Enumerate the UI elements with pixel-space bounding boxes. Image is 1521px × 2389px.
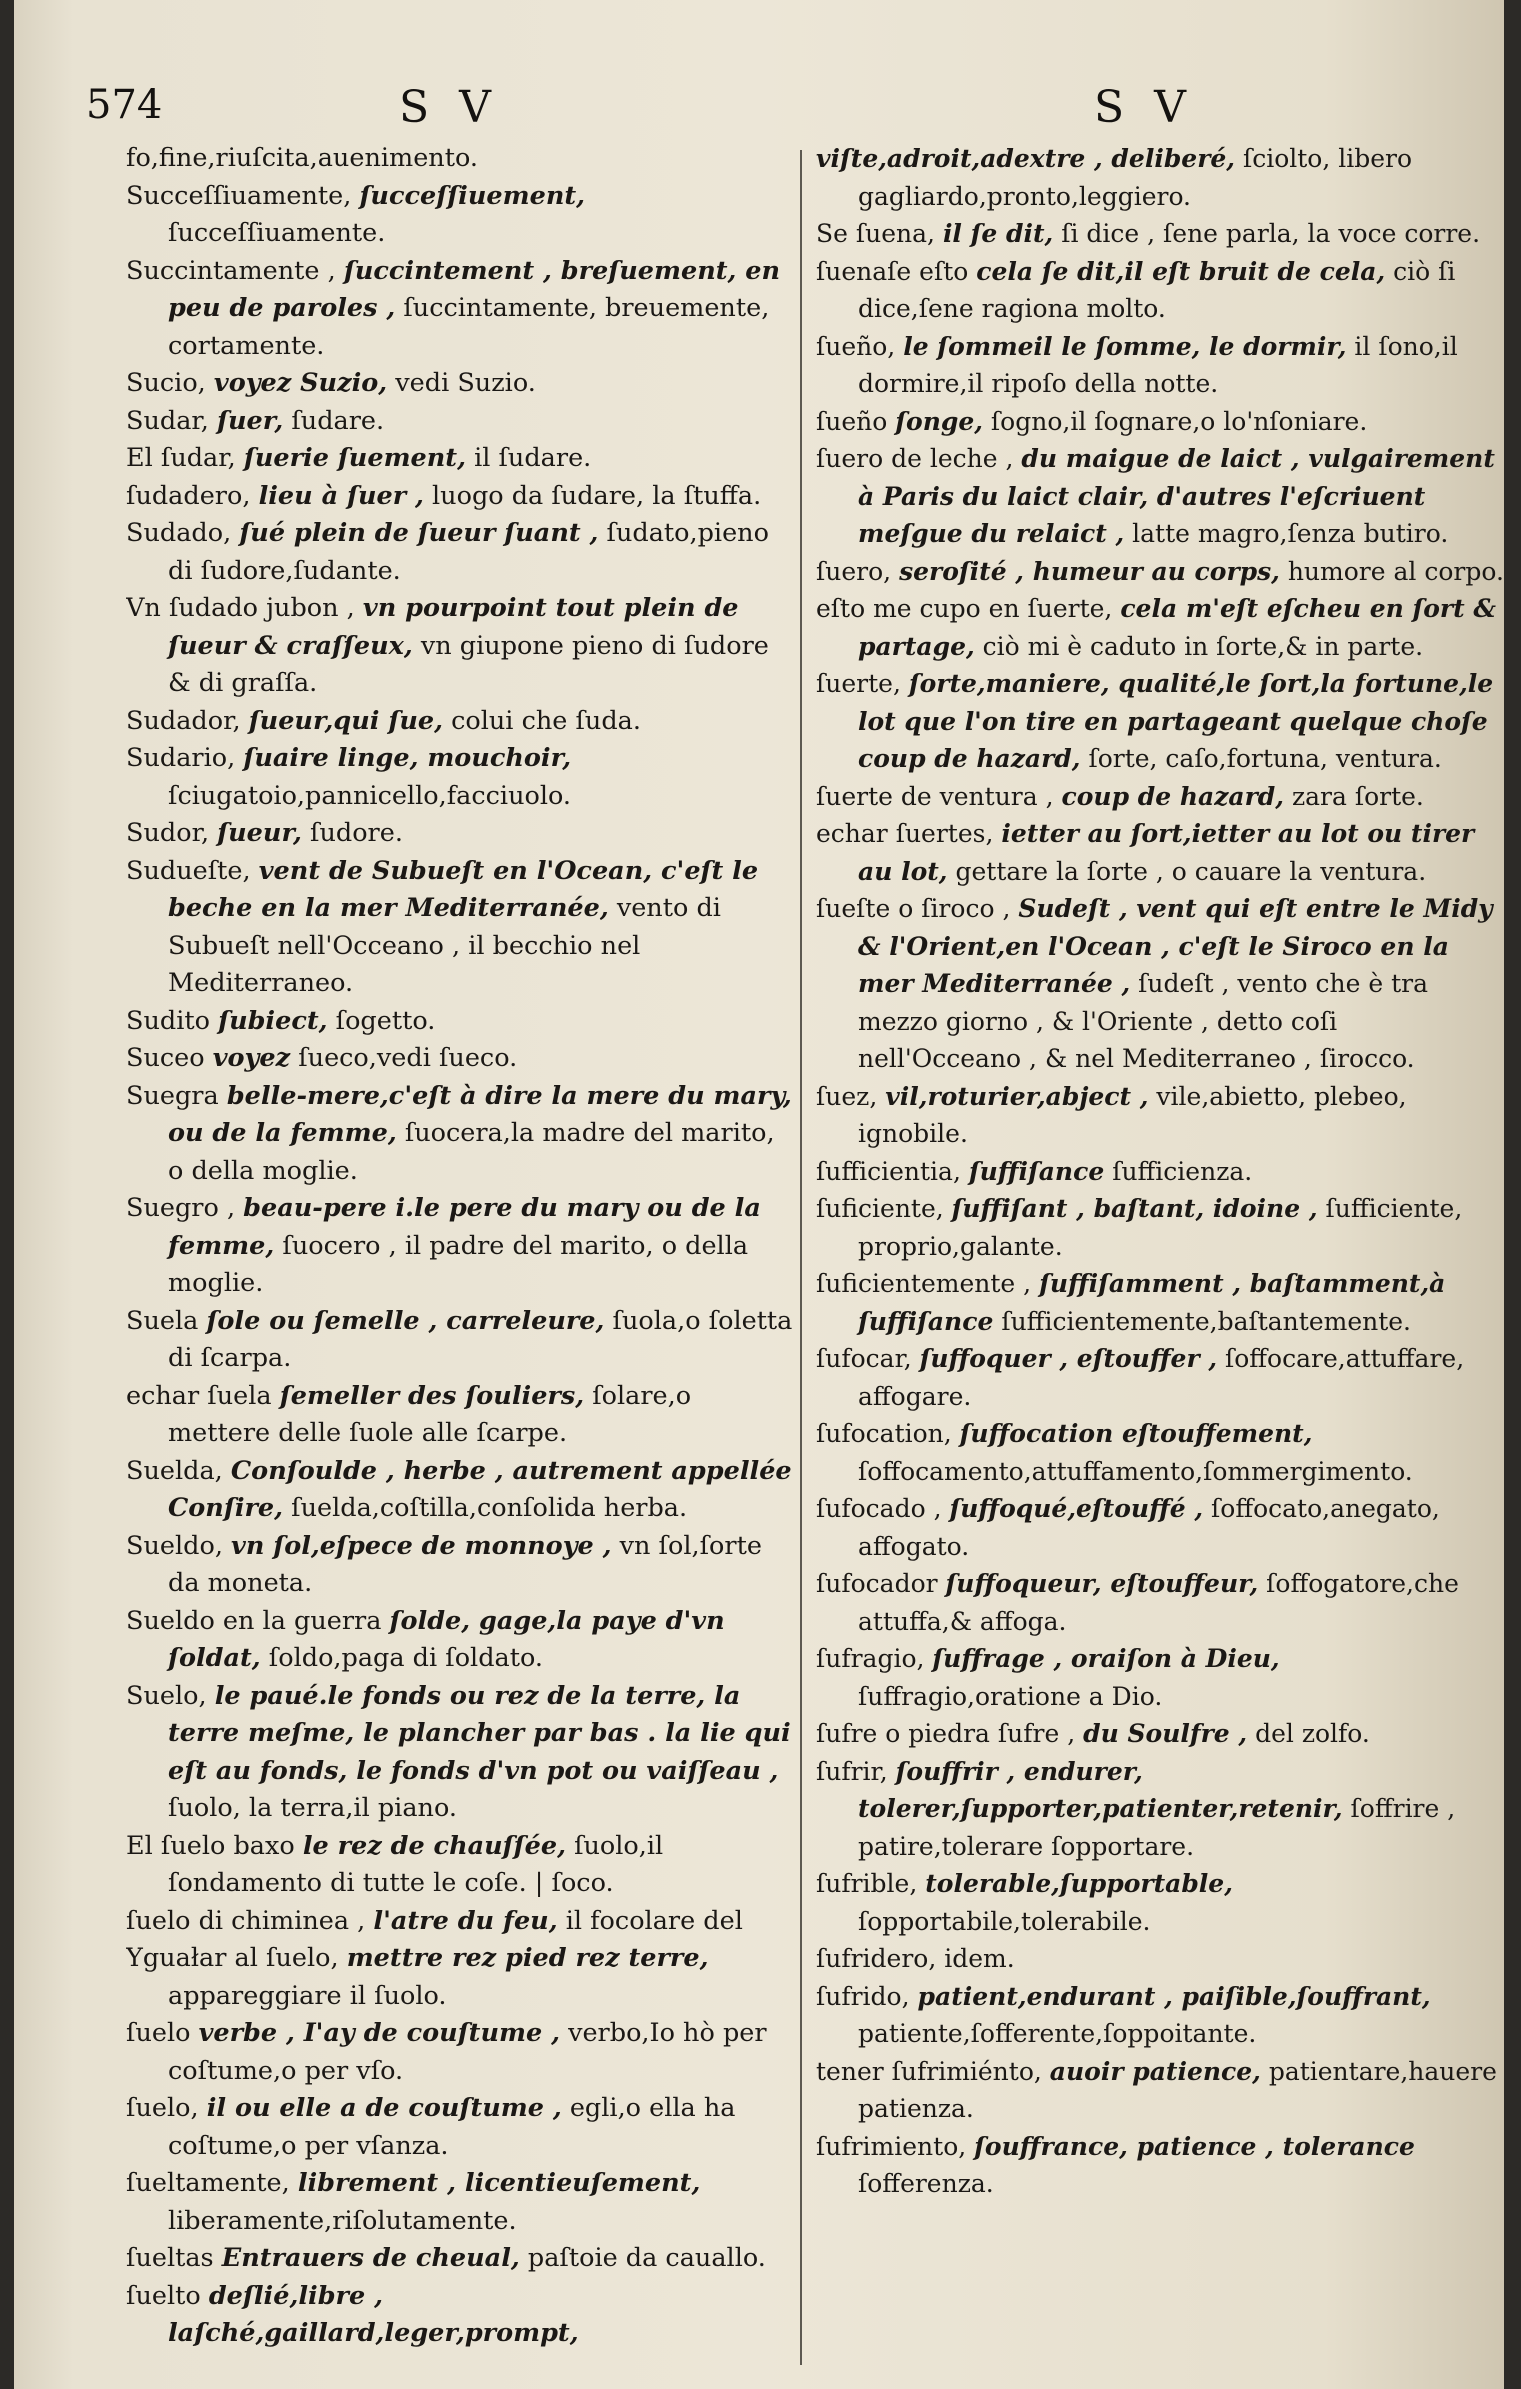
dictionary-entry bbox=[126, 1078, 798, 1191]
dictionary-entry bbox=[126, 740, 798, 815]
running-head-left: SV bbox=[399, 82, 521, 133]
dictionary-entry bbox=[816, 1190, 1506, 1265]
french-gloss: l'atre du feu, bbox=[373, 1905, 558, 1936]
headword: Vn ſudado jubon , bbox=[126, 593, 355, 623]
italian-gloss: ſudare. bbox=[291, 405, 385, 436]
italian-gloss: ſi dice , ſene parla, la voce corre. bbox=[1061, 219, 1481, 248]
dictionary-entry bbox=[126, 590, 798, 703]
italian-gloss: colui che ſuda. bbox=[451, 705, 641, 736]
headword: Suelda, bbox=[126, 1455, 223, 1486]
italian-gloss: ſciugatoio,pannicello,facciuolo. bbox=[168, 780, 572, 811]
french-gloss: ſuffiſance bbox=[968, 1156, 1105, 1186]
dictionary-entry bbox=[816, 403, 1506, 441]
dictionary-entry bbox=[126, 1940, 798, 2015]
italian-gloss: il ſono,il dormire,il ripoſo della notte. bbox=[858, 331, 1458, 398]
headword: ſufre o piedra ſufre , bbox=[816, 1719, 1076, 1748]
dictionary-entry bbox=[126, 478, 798, 516]
headword: ſufrible, bbox=[816, 1869, 918, 1898]
italian-gloss: ſuolo,il ſondamento di tutte le coſe. | ſoco. bbox=[168, 1830, 664, 1898]
italian-gloss: ſopportabile,tolerabile. bbox=[858, 1906, 1151, 1936]
headword: ſudadero, bbox=[126, 480, 251, 511]
headword: El ſudar, bbox=[126, 443, 236, 473]
french-gloss: le paué.le fonds ou rez de la terre, la terre meſme, le plancher par bas . la lie qui eſt au fonds, le fonds d'vn pot ou vaiſſeau , bbox=[168, 1680, 791, 1786]
italian-gloss: ſufficiente, proprio,galante. bbox=[858, 1194, 1463, 1261]
french-gloss: ſubiect, bbox=[218, 1005, 328, 1036]
french-gloss: verbe , I'ay de couſtume , bbox=[198, 2018, 560, 2048]
french-gloss: ſole ou ſemelle , carreleure, bbox=[206, 1305, 605, 1336]
headword: Suceo bbox=[126, 1043, 205, 1073]
dictionary-entry bbox=[126, 703, 798, 741]
headword: Se ſuena, bbox=[816, 219, 935, 248]
headword: ſuelo bbox=[126, 2018, 191, 2048]
dictionary-entry bbox=[816, 140, 1506, 215]
headword: ſuficientemente , bbox=[816, 1269, 1032, 1298]
dictionary-entry bbox=[126, 1453, 798, 1528]
italian-gloss: latte magro,ſenza butiro. bbox=[1132, 519, 1449, 548]
italian-gloss: ſuelda,coſtilla,conſolida herba. bbox=[291, 1493, 688, 1523]
dictionary-entry bbox=[816, 215, 1506, 253]
french-gloss: ſuer, bbox=[217, 405, 284, 436]
french-gloss: deſlié,libre , laſché,gaillard,leger,prompt, bbox=[168, 2280, 579, 2348]
dictionary-entry bbox=[126, 253, 798, 366]
dictionary-entry bbox=[126, 2165, 798, 2240]
dictionary-entry bbox=[126, 515, 798, 590]
dictionary-entry bbox=[816, 890, 1506, 1078]
headword: ſuelo di chiminea , bbox=[126, 1905, 366, 1936]
dictionary-entry bbox=[126, 178, 798, 253]
headword: Sudador, bbox=[126, 705, 241, 736]
italian-gloss: paſtoie da cauallo. bbox=[527, 2243, 766, 2273]
italian-gloss: liberamente,riſolutamente. bbox=[168, 2205, 517, 2236]
dictionary-entry bbox=[816, 1078, 1506, 1153]
italian-gloss: ſudato,pieno di ſudore,ſudante. bbox=[168, 518, 769, 586]
dictionary-entry bbox=[816, 1415, 1506, 1490]
headword: Sudado, bbox=[126, 518, 232, 548]
dictionary-entry bbox=[816, 2053, 1506, 2128]
italian-gloss: vile,abietto, plebeo, ignobile. bbox=[858, 1081, 1407, 1148]
headword: ſufocation, bbox=[816, 1419, 952, 1448]
italian-gloss: ſorte, caſo,fortuna, ventura. bbox=[1088, 744, 1442, 773]
headword: ſuelto bbox=[126, 2280, 201, 2311]
dictionary-entry bbox=[816, 815, 1506, 890]
italian-gloss: ſudeſt , vento che è tra mezzo giorno , & l'Oriente , detto coſi nell'Occeano , & nel Mediterraneo , ſirocco. bbox=[858, 969, 1428, 1073]
dictionary-entry bbox=[126, 2090, 798, 2165]
dictionary-entry bbox=[126, 2015, 798, 2090]
french-gloss: ſemeller des ſouliers, bbox=[279, 1380, 585, 1411]
french-gloss: ſué plein de ſueur ſuant , bbox=[239, 518, 599, 548]
page-number: 574 bbox=[86, 82, 163, 128]
dictionary-entry bbox=[126, 1040, 798, 1078]
dictionary-entry bbox=[816, 2128, 1506, 2203]
french-gloss: cela m'eſt eſcheu en ſort & partage, bbox=[858, 594, 1496, 661]
dictionary-entry bbox=[816, 1265, 1506, 1340]
dictionary-entry bbox=[126, 140, 798, 178]
italian-gloss: ſufficienza. bbox=[1112, 1156, 1253, 1186]
french-gloss: le rez de chauſſée, bbox=[302, 1830, 566, 1861]
dictionary-entry bbox=[126, 1303, 798, 1378]
italian-gloss: ſoffocato,anegato, affogato. bbox=[858, 1494, 1440, 1561]
french-gloss: ſuffoqué,eſtouffé , bbox=[949, 1494, 1204, 1523]
headword: ſueño bbox=[816, 406, 888, 436]
italian-gloss: il ſudare. bbox=[474, 443, 592, 473]
french-gloss: ſuffoqueur, eſtouffeur, bbox=[945, 1569, 1259, 1598]
dictionary-entry bbox=[126, 1678, 798, 1828]
headword: fo,fine,riuſcita,auenimento. bbox=[126, 143, 478, 173]
french-gloss: ſonge, bbox=[895, 406, 983, 436]
headword: Sueldo, bbox=[126, 1530, 223, 1561]
italian-gloss: zara ſorte. bbox=[1291, 781, 1424, 811]
dictionary-entry bbox=[816, 553, 1506, 591]
french-gloss: belle-mere,c'eſt à dire la mere du mary, ou de la femme, bbox=[168, 1080, 792, 1148]
french-gloss: ſolde, gage,la paye d'vn ſoldat, bbox=[168, 1605, 725, 1673]
italian-gloss: idem. bbox=[944, 1944, 1015, 1973]
italian-gloss: ſoffocamento,attuffamento,ſommergimento. bbox=[858, 1456, 1413, 1486]
italian-gloss: ſoffogatore,che attuffa,& affoga. bbox=[858, 1569, 1459, 1636]
headword: Suegra bbox=[126, 1080, 219, 1111]
dictionary-entry bbox=[816, 440, 1506, 553]
dictionary-entry bbox=[816, 1865, 1506, 1940]
dictionary-entry bbox=[816, 778, 1506, 816]
italian-gloss: ſoffocare,attuffare, affogare. bbox=[858, 1344, 1465, 1411]
french-gloss: du maigue de laict , vulgairement à Paris du laict clair, d'autres l'eſcriuent meſgue du relaict , bbox=[858, 444, 1495, 548]
french-gloss: ſouffrir , endurer, tolerer,ſupporter,patienter,retenir, bbox=[858, 1756, 1343, 1823]
italian-gloss: ſoldo,paga di ſoldato. bbox=[268, 1643, 543, 1673]
headword: ſuero de leche , bbox=[816, 444, 1014, 473]
headword: ſufocado , bbox=[816, 1494, 942, 1523]
column-divider bbox=[800, 150, 802, 2365]
italian-gloss: ſuolo, la terra,il piano. bbox=[168, 1793, 457, 1823]
french-gloss: tolerable,ſupportable, bbox=[925, 1869, 1233, 1898]
french-gloss: ſuffoquer , eſtouffer , bbox=[919, 1344, 1218, 1373]
italian-gloss: ſufficientemente,baſtantemente. bbox=[1001, 1306, 1412, 1336]
dictionary-entry bbox=[816, 1565, 1506, 1640]
italian-gloss: vn ſol,ſorte da moneta. bbox=[168, 1530, 762, 1598]
italian-gloss: patiente,ſofferente,ſoppoitante. bbox=[858, 2019, 1257, 2048]
french-gloss: il ſe dit, bbox=[942, 219, 1054, 248]
italian-gloss: appareggiare il ſuolo. bbox=[168, 1980, 447, 2011]
headword: ſufridero, bbox=[816, 1944, 937, 1973]
headword: Succeſſiuamente, bbox=[126, 180, 352, 211]
dictionary-entry bbox=[126, 2278, 798, 2353]
french-gloss: viſte,adroit,adextre , deliberé, bbox=[816, 144, 1235, 173]
french-gloss: ſuccintement , breſuement, en peu de paroles , bbox=[168, 255, 781, 323]
headword: Suela bbox=[126, 1305, 199, 1336]
french-gloss: beau-pere i.le pere du mary ou de la femme, bbox=[168, 1193, 761, 1261]
headword: ſueſte o ſiroco , bbox=[816, 894, 1011, 923]
headword: ſufocar, bbox=[816, 1344, 912, 1373]
headword: ſuez, bbox=[816, 1081, 878, 1111]
french-gloss: Entrauers de cheual, bbox=[221, 2243, 520, 2273]
headword: ſuficiente, bbox=[816, 1194, 944, 1223]
italian-gloss: il focolare del bbox=[565, 1905, 743, 1936]
dictionary-entry bbox=[816, 1490, 1506, 1565]
headword: Suegro , bbox=[126, 1193, 236, 1223]
dictionary-entry bbox=[816, 665, 1506, 778]
headword: ſuenaſe eſto bbox=[816, 256, 969, 286]
dictionary-entry bbox=[816, 253, 1506, 328]
headword: Sudor, bbox=[126, 818, 210, 848]
italian-gloss: vento di Subueſt nell'Occeano , il becchio nel Mediterraneo. bbox=[168, 893, 721, 998]
french-gloss: ſueur,qui ſue, bbox=[248, 705, 443, 736]
french-gloss: lieu à ſuer , bbox=[258, 480, 424, 511]
french-gloss: Sudeſt , vent qui eſt entre le Midy & l'Orient,en l'Ocean , c'eſt le Siroco en la mer Mediterranée , bbox=[858, 894, 1493, 998]
dictionary-entry bbox=[126, 365, 798, 403]
french-gloss: voyez bbox=[212, 1043, 291, 1073]
italian-gloss: vedi Suzio. bbox=[395, 368, 536, 398]
italian-gloss: ſolare,o mettere delle ſuole alle ſcarpe. bbox=[168, 1380, 692, 1448]
headword: El ſuelo baxo bbox=[126, 1830, 295, 1861]
dictionary-page bbox=[14, 0, 1504, 2389]
french-gloss: Conſoulde , herbe , autrement appellée Conſire, bbox=[168, 1455, 792, 1523]
dictionary-entry bbox=[816, 1340, 1506, 1415]
french-gloss: ſucceſſiuement, bbox=[359, 180, 586, 211]
italian-gloss: ſuola,o ſoletta di ſcarpa. bbox=[168, 1305, 793, 1373]
headword: ſufrir, bbox=[816, 1756, 888, 1786]
french-gloss: vent de Subueſt en l'Ocean, c'eſt le beche en la mer Mediterranée, bbox=[168, 855, 759, 923]
headword: ſueltamente, bbox=[126, 2168, 290, 2198]
dictionary-entry bbox=[816, 590, 1506, 665]
french-gloss: vn ſol,eſpece de monnoye , bbox=[231, 1530, 612, 1561]
dictionary-entry bbox=[816, 1715, 1506, 1753]
french-gloss: librement , licentieuſement, bbox=[297, 2168, 701, 2198]
french-gloss: vil,roturier,abject , bbox=[885, 1081, 1149, 1111]
headword: Suelo, bbox=[126, 1680, 207, 1711]
headword: ſueño, bbox=[816, 331, 896, 361]
french-gloss: ſouffrance, patience , tolerance bbox=[974, 2131, 1415, 2161]
dictionary-entry bbox=[126, 2240, 798, 2278]
dictionary-entry bbox=[126, 1528, 798, 1603]
dictionary-entry bbox=[126, 1603, 798, 1678]
french-gloss: il ou elle a de couſtume , bbox=[206, 2093, 562, 2123]
italian-gloss: ſuocera,la madre del marito, o della moglie. bbox=[168, 1118, 775, 1186]
dictionary-entry bbox=[126, 815, 798, 853]
italian-gloss: patientare,hauere patienza. bbox=[858, 2056, 1497, 2123]
dictionary-entry bbox=[126, 1828, 798, 1903]
right-column bbox=[816, 140, 1506, 2203]
italian-gloss: ſofferenza. bbox=[858, 2169, 994, 2198]
headword: ſuero, bbox=[816, 556, 892, 586]
italian-gloss: ciò mi è caduto in ſorte,& in parte. bbox=[982, 631, 1424, 661]
headword: ſuerte de ventura , bbox=[816, 781, 1054, 811]
headword: Sueldo en la guerra bbox=[126, 1605, 382, 1636]
italian-gloss: ſudore. bbox=[310, 818, 403, 848]
italian-gloss: egli,o ella ha coſtume,o per vſanza. bbox=[168, 2093, 736, 2161]
french-gloss: cela ſe dit,il eſt bruit de cela, bbox=[976, 256, 1386, 286]
dictionary-entry bbox=[816, 328, 1506, 403]
dictionary-entry bbox=[816, 1978, 1506, 2053]
french-gloss: le ſommeil le ſomme, le dormir, bbox=[903, 331, 1347, 361]
dictionary-entry bbox=[816, 1640, 1506, 1715]
headword: ſufocador bbox=[816, 1569, 938, 1598]
headword: tener ſufrimiénto, bbox=[816, 2056, 1042, 2086]
french-gloss: patient,endurant , paiſible,ſouffrant, bbox=[917, 1981, 1431, 2011]
headword: ſueltas bbox=[126, 2243, 214, 2273]
headword: ſuelo, bbox=[126, 2093, 199, 2123]
headword: ſufrimiento, bbox=[816, 2131, 967, 2161]
headword: Yguałar al ſuelo, bbox=[126, 1943, 339, 1973]
italian-gloss: ſuocero , il padre del marito, o della moglie. bbox=[168, 1230, 749, 1298]
italian-gloss: ciò ſi dice,ſene ragiona molto. bbox=[858, 256, 1456, 323]
dictionary-entry bbox=[816, 1753, 1506, 1866]
italian-gloss: humore al corpo. bbox=[1287, 556, 1504, 586]
dictionary-entry bbox=[126, 440, 798, 478]
french-gloss: ſorte,maniere, qualité,le ſort,la fortune,le lot que l'on tire en partageant quelque choſe coup de hazard, bbox=[858, 669, 1494, 773]
french-gloss: ſueur, bbox=[217, 818, 302, 848]
headword: ſufficientia, bbox=[816, 1156, 961, 1186]
french-gloss: ſuffocation eſtouffement, bbox=[959, 1419, 1313, 1448]
dictionary-entry bbox=[816, 1153, 1506, 1191]
italian-gloss: ſucceſſiuamente. bbox=[168, 218, 386, 248]
headword: echar ſuela bbox=[126, 1380, 272, 1411]
dictionary-entry bbox=[126, 853, 798, 1003]
italian-gloss: ſogetto. bbox=[335, 1005, 436, 1036]
french-gloss: du Soulfre , bbox=[1083, 1719, 1248, 1748]
italian-gloss: ſogno,il ſognare,o lo'nſoniare. bbox=[990, 406, 1368, 436]
italian-gloss: ſueco,vedi ſueco. bbox=[298, 1043, 518, 1073]
left-column bbox=[126, 140, 798, 2353]
dictionary-entry bbox=[126, 403, 798, 441]
french-gloss: ſuaire linge, mouchoir, bbox=[243, 743, 572, 773]
headword: Sudueſte, bbox=[126, 855, 251, 886]
headword: Succintamente , bbox=[126, 255, 336, 286]
french-gloss: ſuffrage , oraiſon à Dieu, bbox=[932, 1644, 1280, 1673]
french-gloss: ſuffiſamment , baſtamment,à ſuffiſance bbox=[858, 1269, 1446, 1336]
italian-gloss: gettare la ſorte , o cauare la ventura. bbox=[955, 856, 1427, 886]
headword: Sucio, bbox=[126, 368, 206, 398]
dictionary-entry bbox=[816, 1940, 1506, 1978]
italian-gloss: ſuccintamente, breuemente, cortamente. bbox=[168, 293, 770, 361]
french-gloss: coup de hazard, bbox=[1061, 781, 1284, 811]
italian-gloss: verbo,Io hò per coſtume,o per vſo. bbox=[168, 2018, 767, 2086]
french-gloss: ſuffiſant , baſtant, idoine , bbox=[951, 1194, 1318, 1223]
headword: eſto me cupo en ſuerte, bbox=[816, 594, 1113, 623]
headword: Sudito bbox=[126, 1005, 210, 1036]
french-gloss: auoir patience, bbox=[1049, 2056, 1261, 2086]
dictionary-entry bbox=[126, 1903, 798, 1941]
italian-gloss: ſciolto, libero gagliardo,pronto,leggiero. bbox=[858, 144, 1413, 211]
dictionary-entry bbox=[126, 1003, 798, 1041]
french-gloss: voyez Suzio, bbox=[213, 368, 388, 398]
headword: Sudario, bbox=[126, 743, 236, 773]
french-gloss: ietter au ſort,ietter au lot ou tirer au lot, bbox=[858, 819, 1475, 886]
italian-gloss: luogo da ſudare, la ſtuffa. bbox=[432, 480, 762, 511]
headword: ſufrido, bbox=[816, 1981, 910, 2011]
french-gloss: ſuerie ſuement, bbox=[243, 443, 466, 473]
french-gloss: vn pourpoint tout plein de ſueur & craſſeux, bbox=[168, 593, 739, 661]
headword: Sudar, bbox=[126, 405, 209, 436]
headword: echar ſuertes, bbox=[816, 819, 994, 848]
italian-gloss: ſoffrire , patire,tolerare ſopportare. bbox=[858, 1794, 1456, 1861]
italian-gloss: vn giupone pieno di ſudore & di graſſa. bbox=[168, 630, 769, 698]
headword: ſufragio, bbox=[816, 1644, 925, 1673]
dictionary-entry bbox=[126, 1190, 798, 1303]
running-head-right: SV bbox=[1094, 82, 1216, 133]
french-gloss: mettre rez pied rez terre, bbox=[346, 1943, 709, 1973]
dictionary-entry bbox=[126, 1378, 798, 1453]
headword: ſuerte, bbox=[816, 669, 901, 698]
french-gloss: seroſité , humeur au corps, bbox=[899, 556, 1280, 586]
italian-gloss: del zolfo. bbox=[1255, 1719, 1370, 1748]
italian-gloss: ſuffragio,oratione a Dio. bbox=[858, 1681, 1163, 1711]
